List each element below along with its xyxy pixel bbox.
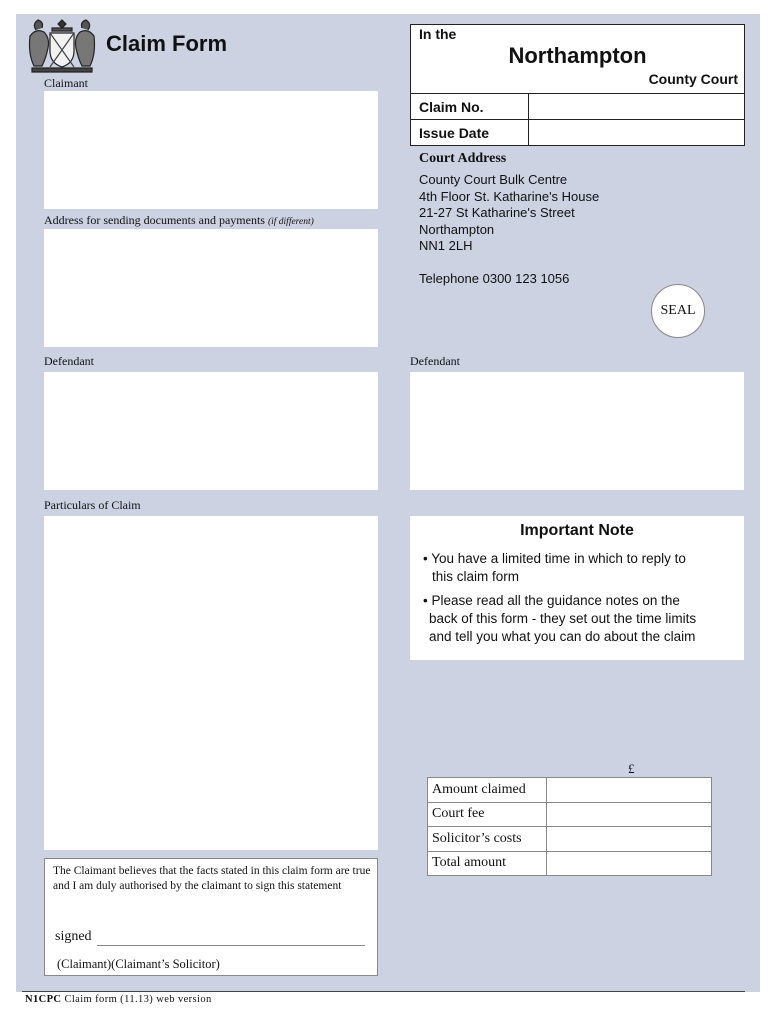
court-telephone: Telephone 0300 123 1056 xyxy=(419,271,570,286)
address-label-note: (if different) xyxy=(267,217,314,227)
signature-line[interactable] xyxy=(97,945,365,946)
defendant-label-left: Defendant xyxy=(44,354,94,368)
amount-label: Total amount xyxy=(428,851,547,876)
amount-label: Solicitor’s costs xyxy=(428,827,547,852)
amount-label: Amount claimed xyxy=(428,778,547,803)
claimant-field[interactable] xyxy=(44,91,378,209)
currency-symbol: £ xyxy=(628,761,635,776)
claimant-label: Claimant xyxy=(44,76,88,90)
signed-label: signed xyxy=(55,929,92,944)
court-address-heading: Court Address xyxy=(419,151,507,166)
issue-date-label: Issue Date xyxy=(411,120,529,146)
amount-claimed-field[interactable] xyxy=(547,778,712,803)
note-bullet xyxy=(423,550,733,586)
particulars-field[interactable] xyxy=(44,516,378,850)
court-address-line: County Court Bulk Centre xyxy=(419,172,568,187)
amount-row xyxy=(428,827,712,852)
amount-row xyxy=(428,778,712,803)
footer xyxy=(25,994,212,1005)
court-address-line: Northampton xyxy=(419,222,495,237)
seal-stamp: SEAL xyxy=(651,284,705,338)
address-label xyxy=(44,213,314,228)
in-the-label: In the xyxy=(419,26,457,42)
note-bullet-line: • You have a limited time in which to reply to xyxy=(423,551,686,566)
statement-of-truth xyxy=(44,858,378,976)
court-address-line: 21-27 St Katharine's Street xyxy=(419,205,575,220)
address-label-text: Address for sending documents and payments xyxy=(44,213,265,227)
defendant-field-right[interactable] xyxy=(410,372,744,490)
defendant-field-left[interactable] xyxy=(44,372,378,490)
form-code: N1CPC xyxy=(25,994,62,1005)
claim-no-row xyxy=(411,93,744,120)
address-field[interactable] xyxy=(44,229,378,347)
important-note xyxy=(410,516,744,660)
defendant-label-right: Defendant xyxy=(410,354,460,368)
court-address-line: 4th Floor St. Katharine's House xyxy=(419,189,600,204)
royal-coat-of-arms-icon xyxy=(22,16,102,74)
amount-row xyxy=(428,802,712,827)
court-box xyxy=(410,24,745,146)
claim-no-field[interactable] xyxy=(531,94,741,120)
statement-text: The Claimant believes that the facts stated in this claim form are true and I am duly authorised by the claimant to sign this statement xyxy=(53,865,371,892)
issue-date-field[interactable] xyxy=(531,120,741,146)
form-title: Claim Form xyxy=(106,31,228,56)
court-name: Northampton xyxy=(508,43,647,68)
form-version: Claim form (11.13) web version xyxy=(64,994,212,1005)
note-bullet xyxy=(423,592,733,646)
footer-divider xyxy=(22,991,745,992)
note-bullet-line: and tell you what you can do about the claim xyxy=(429,629,696,644)
note-bullet-line: • Please read all the guidance notes on the xyxy=(423,593,680,608)
court-address-line: NN1 2LH xyxy=(419,238,473,253)
signatory-label: (Claimant)(Claimant’s Solicitor) xyxy=(57,957,220,971)
amount-label: Court fee xyxy=(428,802,547,827)
amounts-table xyxy=(427,777,712,876)
court-fee-field[interactable] xyxy=(547,802,712,827)
issue-date-row xyxy=(411,119,744,146)
solicitors-costs-field[interactable] xyxy=(547,827,712,852)
particulars-label: Particulars of Claim xyxy=(44,498,141,512)
important-note-heading: Important Note xyxy=(520,522,634,539)
note-bullet-line: this claim form xyxy=(432,569,520,584)
note-bullet-line: back of this form - they set out the time limits xyxy=(429,611,697,626)
claim-no-label: Claim No. xyxy=(411,94,529,120)
total-amount-field[interactable] xyxy=(547,851,712,876)
amount-row xyxy=(428,851,712,876)
court-type: County Court xyxy=(648,71,738,87)
